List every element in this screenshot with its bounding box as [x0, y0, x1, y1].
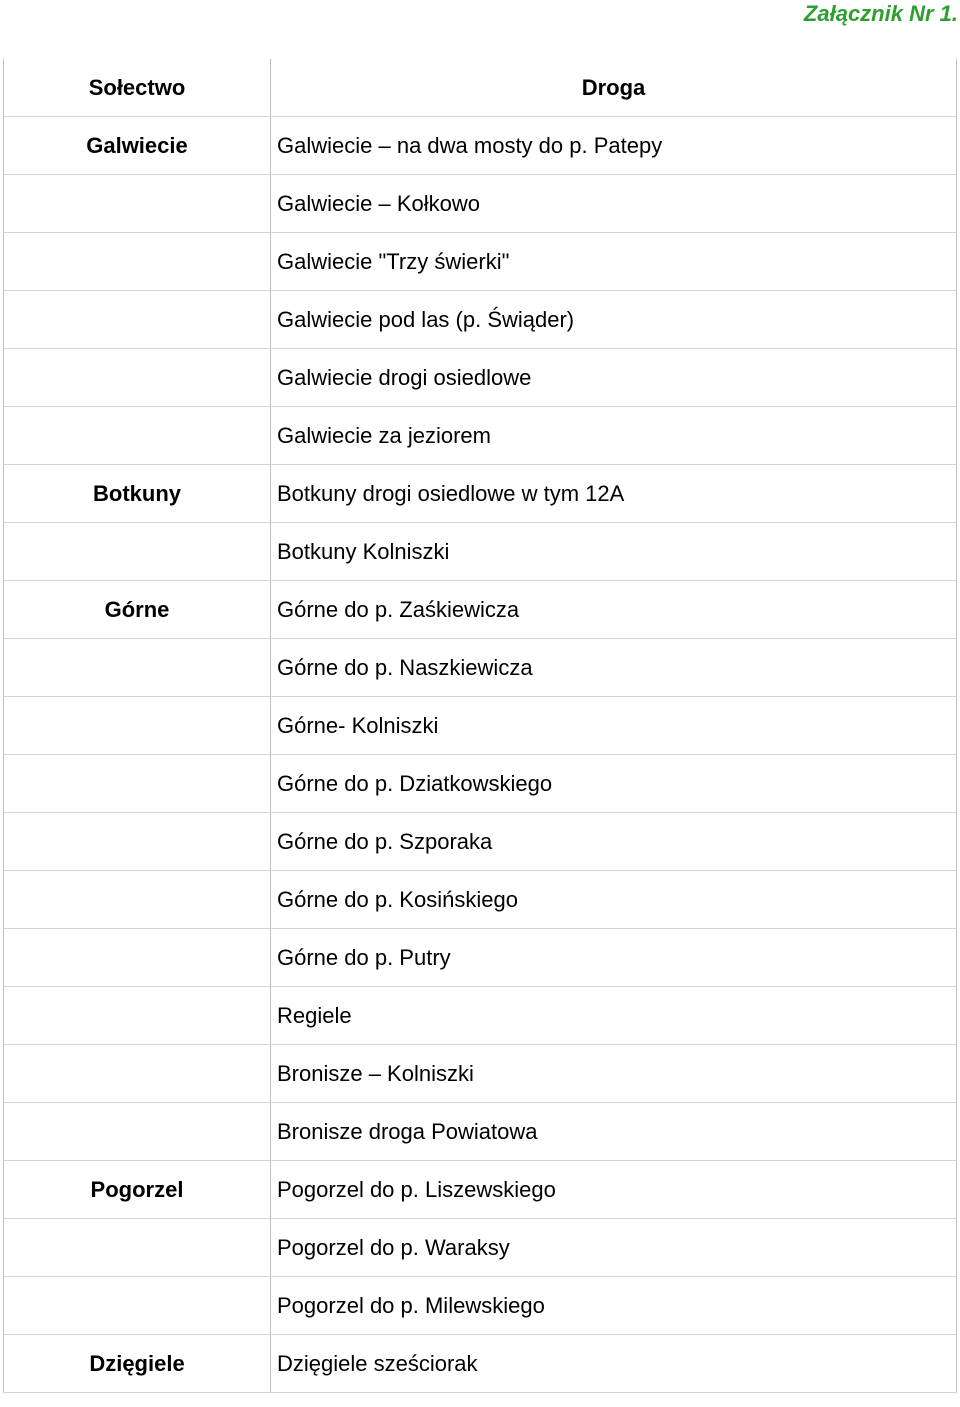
column-header-droga: Droga [271, 59, 957, 117]
table-row [4, 871, 957, 929]
road-cell: Galwiecie drogi osiedlowe [271, 349, 957, 407]
table-row [4, 639, 957, 697]
road-cell: Górne- Kolniszki [271, 697, 957, 755]
road-cell: Górne do p. Kosińskiego [271, 871, 957, 929]
table-row [4, 233, 957, 291]
solectwo-cell [4, 755, 271, 813]
table-row [4, 349, 957, 407]
road-cell: Górne do p. Naszkiewicza [271, 639, 957, 697]
solectwo-cell: Pogorzel [4, 1161, 271, 1219]
roads-table [3, 59, 957, 1393]
road-cell: Górne do p. Zaśkiewicza [271, 581, 957, 639]
road-cell: Galwiecie pod las (p. Świąder) [271, 291, 957, 349]
solectwo-cell [4, 407, 271, 465]
road-cell: Dzięgiele sześciorak [271, 1335, 957, 1393]
solectwo-cell: Dzięgiele [4, 1335, 271, 1393]
table-row [4, 1161, 957, 1219]
column-header-solectwo: Sołectwo [4, 59, 271, 117]
table-row [4, 581, 957, 639]
table-row [4, 1103, 957, 1161]
table-header-row [4, 59, 957, 117]
table-row [4, 697, 957, 755]
solectwo-cell [4, 987, 271, 1045]
road-cell: Górne do p. Szporaka [271, 813, 957, 871]
solectwo-cell [4, 1045, 271, 1103]
solectwo-cell [4, 871, 271, 929]
road-cell: Botkuny drogi osiedlowe w tym 12A [271, 465, 957, 523]
solectwo-cell [4, 349, 271, 407]
solectwo-cell: Górne [4, 581, 271, 639]
road-cell: Galwiecie – Kołkowo [271, 175, 957, 233]
roads-table-body [4, 59, 957, 1393]
road-cell: Bronisze droga Powiatowa [271, 1103, 957, 1161]
road-cell: Górne do p. Dziatkowskiego [271, 755, 957, 813]
road-cell: Pogorzel do p. Waraksy [271, 1219, 957, 1277]
table-row [4, 175, 957, 233]
annex-label: Załącznik Nr 1. [803, 1, 958, 26]
road-cell: Pogorzel do p. Milewskiego [271, 1277, 957, 1335]
table-row [4, 755, 957, 813]
road-cell: Bronisze – Kolniszki [271, 1045, 957, 1103]
road-cell: Regiele [271, 987, 957, 1045]
table-row [4, 813, 957, 871]
solectwo-cell: Botkuny [4, 465, 271, 523]
table-row [4, 523, 957, 581]
road-cell: Pogorzel do p. Liszewskiego [271, 1161, 957, 1219]
road-cell: Botkuny Kolniszki [271, 523, 957, 581]
solectwo-cell [4, 291, 271, 349]
table-row [4, 929, 957, 987]
solectwo-cell [4, 523, 271, 581]
table-row [4, 1219, 957, 1277]
solectwo-cell [4, 813, 271, 871]
road-cell: Górne do p. Putry [271, 929, 957, 987]
solectwo-cell [4, 1277, 271, 1335]
solectwo-cell [4, 233, 271, 291]
table-row [4, 291, 957, 349]
table-row [4, 1335, 957, 1393]
solectwo-cell: Galwiecie [4, 117, 271, 175]
road-cell: Galwiecie – na dwa mosty do p. Patepy [271, 117, 957, 175]
table-row [4, 1277, 957, 1335]
solectwo-cell [4, 1103, 271, 1161]
table-row [4, 407, 957, 465]
road-cell: Galwiecie za jeziorem [271, 407, 957, 465]
table-row [4, 1045, 957, 1103]
solectwo-cell [4, 175, 271, 233]
solectwo-cell [4, 929, 271, 987]
road-cell: Galwiecie "Trzy świerki" [271, 233, 957, 291]
solectwo-cell [4, 697, 271, 755]
solectwo-cell [4, 639, 271, 697]
table-row [4, 465, 957, 523]
table-row [4, 987, 957, 1045]
table-row [4, 117, 957, 175]
solectwo-cell [4, 1219, 271, 1277]
